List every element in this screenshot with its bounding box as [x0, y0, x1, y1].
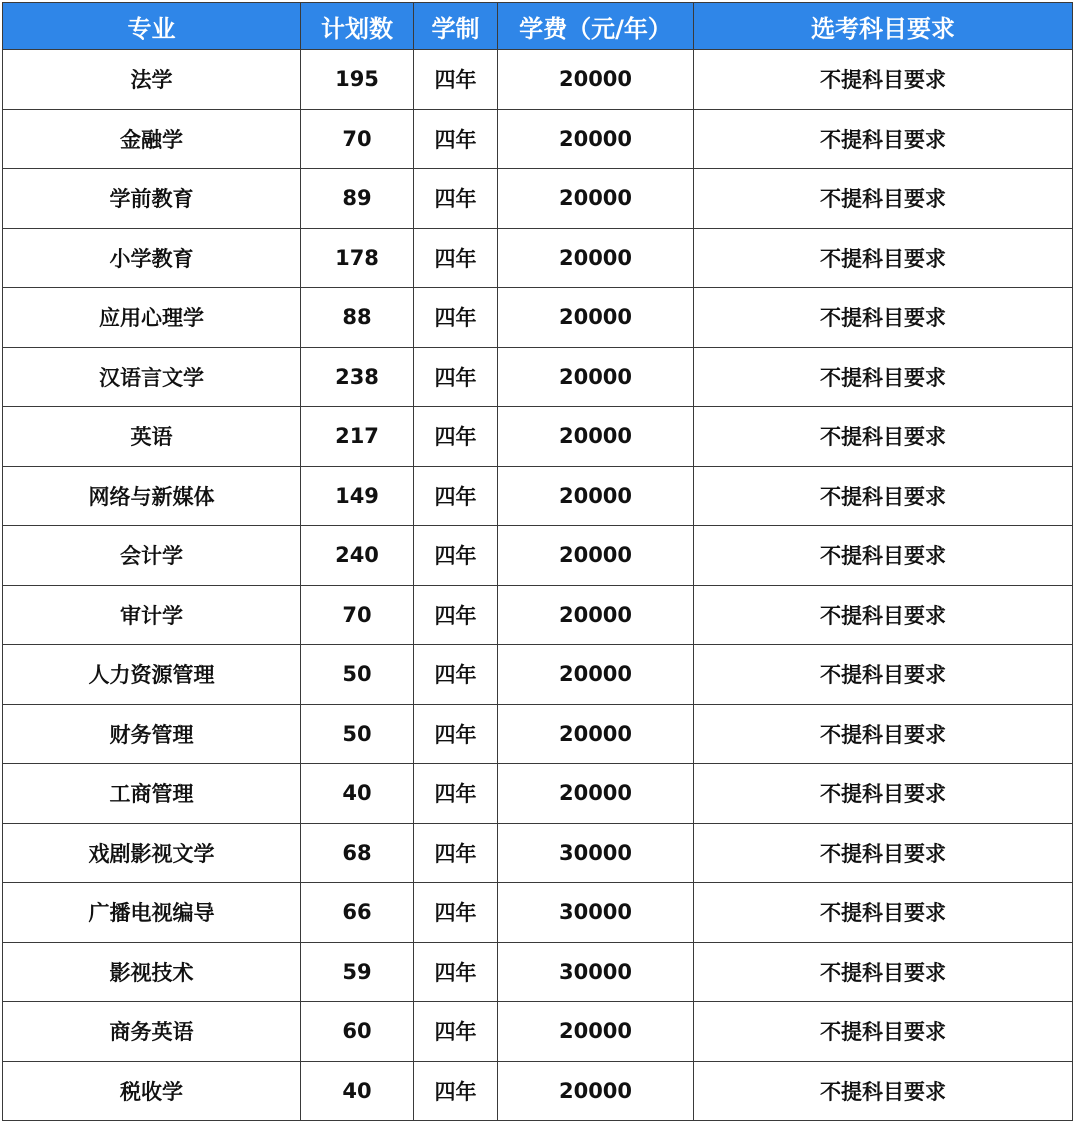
table-row	[3, 645, 1073, 705]
cell-subject-requirement: 不提科目要求	[694, 50, 1073, 110]
header-row	[3, 3, 1073, 50]
cell-tuition: 20000	[498, 407, 694, 467]
cell-duration: 四年	[414, 645, 498, 705]
cell-duration: 四年	[414, 50, 498, 110]
cell-plan-count: 70	[301, 585, 414, 645]
cell-tuition: 20000	[498, 228, 694, 288]
cell-plan-count: 70	[301, 109, 414, 169]
table-row	[3, 1061, 1073, 1121]
cell-plan-count: 50	[301, 645, 414, 705]
cell-plan-count: 89	[301, 169, 414, 229]
cell-tuition: 20000	[498, 109, 694, 169]
cell-major: 广播电视编导	[3, 883, 301, 943]
cell-tuition: 20000	[498, 704, 694, 764]
cell-major: 审计学	[3, 585, 301, 645]
cell-duration: 四年	[414, 823, 498, 883]
table-row	[3, 942, 1073, 1002]
table-header	[3, 3, 1073, 50]
cell-plan-count: 217	[301, 407, 414, 467]
cell-subject-requirement: 不提科目要求	[694, 407, 1073, 467]
table-row	[3, 109, 1073, 169]
cell-subject-requirement: 不提科目要求	[694, 1061, 1073, 1121]
cell-duration: 四年	[414, 526, 498, 586]
table-row	[3, 1002, 1073, 1062]
cell-major: 汉语言文学	[3, 347, 301, 407]
cell-subject-requirement: 不提科目要求	[694, 645, 1073, 705]
table-row	[3, 466, 1073, 526]
cell-subject-requirement: 不提科目要求	[694, 1002, 1073, 1062]
cell-tuition: 20000	[498, 288, 694, 348]
cell-subject-requirement: 不提科目要求	[694, 109, 1073, 169]
cell-major: 商务英语	[3, 1002, 301, 1062]
cell-plan-count: 149	[301, 466, 414, 526]
table-row	[3, 526, 1073, 586]
cell-major: 法学	[3, 50, 301, 110]
cell-duration: 四年	[414, 585, 498, 645]
table-row	[3, 585, 1073, 645]
cell-duration: 四年	[414, 883, 498, 943]
cell-plan-count: 59	[301, 942, 414, 1002]
cell-plan-count: 68	[301, 823, 414, 883]
cell-major: 会计学	[3, 526, 301, 586]
cell-plan-count: 40	[301, 1061, 414, 1121]
table-row	[3, 883, 1073, 943]
cell-tuition: 20000	[498, 1061, 694, 1121]
cell-major: 金融学	[3, 109, 301, 169]
table-row	[3, 169, 1073, 229]
table-row	[3, 704, 1073, 764]
header-plan-count: 计划数	[301, 3, 414, 50]
cell-tuition: 20000	[498, 169, 694, 229]
cell-plan-count: 40	[301, 764, 414, 824]
cell-subject-requirement: 不提科目要求	[694, 466, 1073, 526]
cell-major: 英语	[3, 407, 301, 467]
cell-tuition: 20000	[498, 764, 694, 824]
cell-duration: 四年	[414, 407, 498, 467]
cell-subject-requirement: 不提科目要求	[694, 704, 1073, 764]
cell-major: 工商管理	[3, 764, 301, 824]
cell-major: 戏剧影视文学	[3, 823, 301, 883]
table-row	[3, 407, 1073, 467]
cell-major: 小学教育	[3, 228, 301, 288]
cell-duration: 四年	[414, 347, 498, 407]
table-body	[3, 50, 1073, 1121]
header-tuition: 学费（元/年）	[498, 3, 694, 50]
header-major: 专业	[3, 3, 301, 50]
cell-plan-count: 240	[301, 526, 414, 586]
cell-tuition: 20000	[498, 645, 694, 705]
cell-duration: 四年	[414, 288, 498, 348]
cell-major: 人力资源管理	[3, 645, 301, 705]
cell-major: 财务管理	[3, 704, 301, 764]
cell-subject-requirement: 不提科目要求	[694, 347, 1073, 407]
cell-tuition: 30000	[498, 883, 694, 943]
cell-tuition: 20000	[498, 466, 694, 526]
cell-major: 影视技术	[3, 942, 301, 1002]
cell-plan-count: 195	[301, 50, 414, 110]
cell-tuition: 20000	[498, 585, 694, 645]
cell-duration: 四年	[414, 169, 498, 229]
cell-subject-requirement: 不提科目要求	[694, 883, 1073, 943]
cell-subject-requirement: 不提科目要求	[694, 942, 1073, 1002]
table-row	[3, 50, 1073, 110]
cell-subject-requirement: 不提科目要求	[694, 288, 1073, 348]
table-row	[3, 823, 1073, 883]
cell-plan-count: 238	[301, 347, 414, 407]
cell-subject-requirement: 不提科目要求	[694, 526, 1073, 586]
cell-duration: 四年	[414, 228, 498, 288]
cell-plan-count: 66	[301, 883, 414, 943]
cell-major: 应用心理学	[3, 288, 301, 348]
cell-subject-requirement: 不提科目要求	[694, 764, 1073, 824]
cell-duration: 四年	[414, 764, 498, 824]
table-row	[3, 347, 1073, 407]
cell-tuition: 30000	[498, 942, 694, 1002]
cell-duration: 四年	[414, 466, 498, 526]
cell-major: 学前教育	[3, 169, 301, 229]
cell-duration: 四年	[414, 704, 498, 764]
enrollment-plan-table	[2, 2, 1073, 1121]
cell-plan-count: 60	[301, 1002, 414, 1062]
cell-duration: 四年	[414, 1002, 498, 1062]
cell-plan-count: 50	[301, 704, 414, 764]
cell-plan-count: 88	[301, 288, 414, 348]
cell-subject-requirement: 不提科目要求	[694, 585, 1073, 645]
cell-tuition: 20000	[498, 50, 694, 110]
cell-tuition: 30000	[498, 823, 694, 883]
cell-tuition: 20000	[498, 347, 694, 407]
cell-duration: 四年	[414, 1061, 498, 1121]
cell-tuition: 20000	[498, 1002, 694, 1062]
table-row	[3, 228, 1073, 288]
cell-duration: 四年	[414, 942, 498, 1002]
cell-major: 税收学	[3, 1061, 301, 1121]
cell-subject-requirement: 不提科目要求	[694, 169, 1073, 229]
table-row	[3, 764, 1073, 824]
cell-major: 网络与新媒体	[3, 466, 301, 526]
header-duration: 学制	[414, 3, 498, 50]
cell-duration: 四年	[414, 109, 498, 169]
cell-subject-requirement: 不提科目要求	[694, 228, 1073, 288]
header-subject-requirement: 选考科目要求	[694, 3, 1073, 50]
table-row	[3, 288, 1073, 348]
cell-tuition: 20000	[498, 526, 694, 586]
cell-subject-requirement: 不提科目要求	[694, 823, 1073, 883]
cell-plan-count: 178	[301, 228, 414, 288]
